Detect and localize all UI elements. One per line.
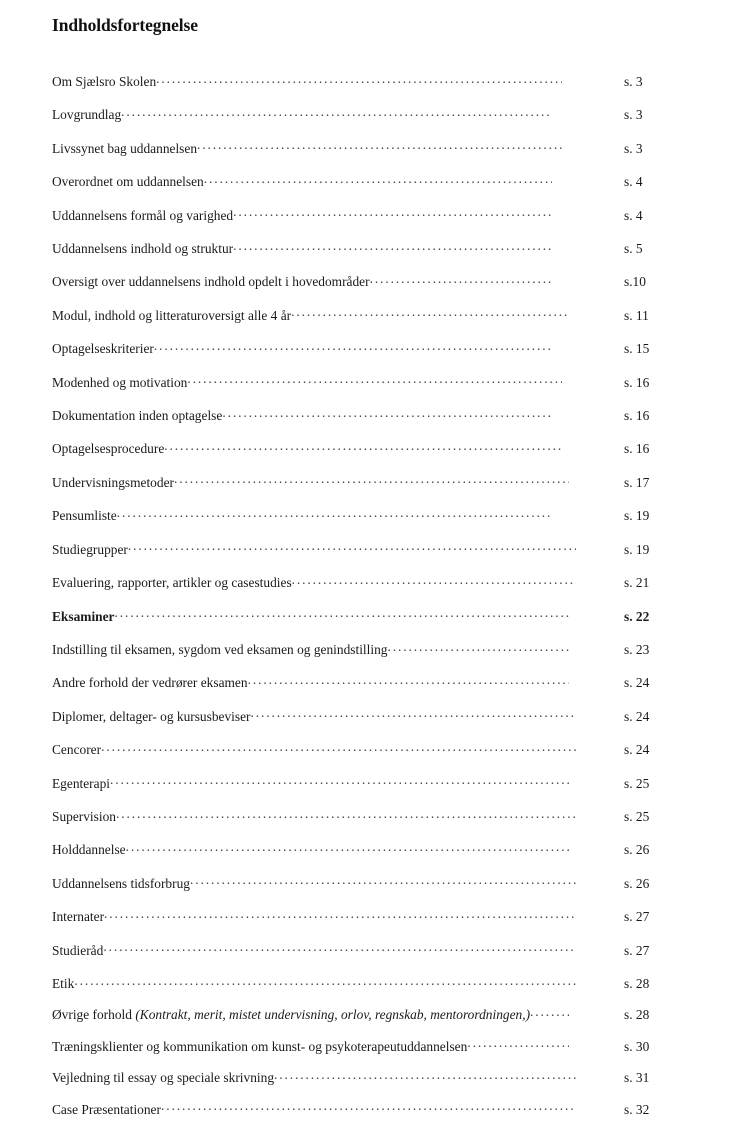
toc-entry-page-number: s. 4 (624, 174, 643, 190)
toc-entry[interactable] (52, 1068, 682, 1084)
table-of-contents (52, 72, 682, 1131)
toc-entry[interactable] (52, 105, 682, 121)
toc-entry-page-number: s. 27 (624, 909, 650, 925)
dot-leader (204, 172, 552, 186)
toc-entry-title: Oversigt over uddannelsens indhold opdelt i hovedområder (52, 274, 370, 290)
toc-entry[interactable] (52, 774, 682, 790)
toc-entry-title: Modenhed og motivation (52, 374, 188, 390)
dot-leader (530, 1005, 569, 1019)
toc-entry[interactable] (52, 840, 682, 856)
toc-entry[interactable] (52, 1100, 682, 1116)
dot-leader (387, 640, 569, 654)
toc-entry-title: Internater (52, 909, 105, 925)
dot-leader (222, 406, 552, 420)
toc-entry-title: Egenterapi (52, 775, 110, 791)
toc-entry-title: Etik (52, 975, 75, 991)
toc-entry[interactable] (52, 439, 682, 455)
toc-entry-page-number: s. 31 (624, 1070, 650, 1086)
toc-entry-page-number: s. 5 (624, 241, 643, 257)
toc-entry-title: Optagelseskriterier (52, 341, 154, 357)
dot-leader (128, 540, 576, 554)
toc-entry-page-number: s. 19 (624, 541, 650, 557)
toc-entry-page-number: s. 28 (624, 975, 650, 991)
toc-entry-title-text: Øvrige forhold (52, 1007, 136, 1023)
dot-leader (116, 807, 576, 821)
toc-entry-page-number: s. 19 (624, 508, 650, 524)
toc-entry-page-number: s. 24 (624, 742, 650, 758)
toc-entry-page-number: s. 32 (624, 1101, 650, 1117)
dot-leader (467, 1037, 569, 1051)
toc-entry[interactable] (52, 607, 682, 623)
dot-leader (190, 874, 576, 888)
dot-leader (126, 840, 569, 854)
toc-entry-title: Andre forhold der vedrører eksamen (52, 675, 248, 691)
toc-entry[interactable] (52, 139, 682, 155)
toc-entry-title: Cencorer (52, 742, 102, 758)
toc-entry-page-number: s. 26 (624, 842, 650, 858)
page-title: Indholdsfortegnelse (52, 15, 198, 35)
dot-leader (248, 673, 569, 687)
toc-entry-title: Evaluering, rapporter, artikler og casestudies (52, 575, 292, 591)
toc-entry[interactable] (52, 540, 682, 556)
toc-entry-title-note: (Kontrakt, merit, mistet undervisning, orlov, regnskab, mentorordningen,) (135, 1007, 531, 1023)
toc-entry-page-number: s. 3 (624, 107, 643, 123)
toc-entry[interactable] (52, 172, 682, 188)
toc-entry-page-number: s. 28 (624, 1007, 650, 1023)
dot-leader (274, 1068, 576, 1082)
toc-entry-page-number: s. 3 (624, 74, 643, 89)
toc-entry[interactable] (52, 506, 682, 522)
dot-leader (104, 907, 576, 921)
toc-entry-page-number: s. 22 (624, 608, 650, 624)
dot-leader (291, 306, 569, 320)
toc-entry-title: Uddannelsens tidsforbrug (52, 875, 190, 891)
toc-entry-title: Undervisningsmetoder (52, 474, 174, 490)
toc-entry-title: Studieråd (52, 942, 104, 958)
toc-entry-page-number: s. 17 (624, 474, 650, 490)
toc-entry-title: Indstilling til eksamen, sygdom ved eksamen og genindstilling (52, 641, 388, 657)
toc-entry[interactable] (52, 941, 682, 957)
dot-leader (251, 707, 576, 721)
toc-entry-page-number: s. 16 (624, 408, 650, 424)
toc-entry-title: Case Præsentationer (52, 1101, 161, 1117)
dot-leader (121, 105, 552, 119)
dot-leader (174, 473, 569, 487)
toc-entry-title: Livssynet bag uddannelsen (52, 140, 198, 156)
toc-entry[interactable] (52, 673, 682, 689)
toc-entry[interactable] (52, 807, 682, 823)
toc-entry-page-number: s. 3 (624, 140, 643, 156)
dot-leader (154, 339, 552, 353)
toc-entry-title: Lovgrundlag (52, 107, 122, 123)
toc-entry[interactable] (52, 1005, 682, 1021)
toc-entry-page-number: s. 25 (624, 775, 650, 791)
toc-entry[interactable] (52, 573, 682, 589)
dot-leader (161, 1100, 576, 1114)
toc-entry-title: Dokumentation inden optagelse (52, 408, 223, 424)
toc-entry-title: Eksaminer (52, 608, 115, 624)
toc-entry-page-number: s. 16 (624, 441, 650, 457)
toc-entry-title: Træningsklienter og kommunikation om kunst- og psykoterapeutuddannelsen (52, 1038, 468, 1054)
dot-leader (187, 373, 562, 387)
toc-entry[interactable] (52, 339, 682, 355)
toc-entry[interactable] (52, 239, 682, 255)
toc-entry-title: Pensumliste (52, 508, 117, 524)
toc-entry[interactable] (52, 406, 682, 422)
toc-entry[interactable] (52, 640, 682, 656)
toc-entry-title: Holddannelse (52, 842, 126, 858)
toc-entry-title: Uddannelsens formål og varighed (52, 207, 234, 223)
toc-entry-title: Supervision (52, 808, 116, 824)
toc-entry-title: Uddannelsens indhold og struktur (52, 241, 234, 257)
dot-leader (292, 573, 576, 587)
toc-entry[interactable] (52, 707, 682, 723)
toc-entry[interactable] (52, 373, 682, 389)
toc-entry-page-number: s. 27 (624, 942, 650, 958)
toc-entry[interactable] (52, 974, 682, 990)
toc-entry-title: Vejledning til essay og speciale skrivning (52, 1070, 275, 1086)
toc-entry-title: Modul, indhold og litteraturoversigt alle 4 år (52, 307, 292, 323)
toc-entry-page-number: s. 24 (624, 708, 650, 724)
toc-entry-page-number: s.10 (624, 274, 646, 290)
toc-entry-page-number: s. 16 (624, 374, 650, 390)
toc-entry[interactable] (52, 740, 682, 756)
toc-entry-title (52, 1008, 530, 1021)
toc-entry-page-number: s. 11 (624, 307, 649, 323)
toc-entry[interactable] (52, 1037, 682, 1053)
dot-leader (117, 506, 552, 520)
toc-entry-page-number: s. 4 (624, 207, 643, 223)
toc-entry-title: Studiegrupper (52, 541, 128, 557)
dot-leader (156, 72, 562, 86)
dot-leader (370, 272, 552, 286)
toc-entry-title: Om Sjælsro Skolen (52, 74, 157, 89)
toc-entry[interactable] (52, 907, 682, 923)
toc-entry-page-number: s. 23 (624, 641, 650, 657)
toc-entry-page-number: s. 30 (624, 1038, 650, 1054)
toc-entry-title: Optagelsesprocedure (52, 441, 165, 457)
dot-leader (233, 206, 552, 220)
dot-leader (101, 740, 576, 754)
dot-leader (233, 239, 552, 253)
toc-entry[interactable] (52, 272, 682, 288)
toc-entry-title: Overordnet om uddannelsen (52, 174, 204, 190)
toc-entry-page-number: s. 21 (624, 575, 650, 591)
toc-entry[interactable] (52, 206, 682, 222)
dot-leader (164, 439, 562, 453)
toc-entry-page-number: s. 26 (624, 875, 650, 891)
toc-entry[interactable] (52, 72, 682, 88)
toc-entry-page-number: s. 15 (624, 341, 650, 357)
dot-leader (110, 774, 569, 788)
dot-leader (115, 607, 570, 621)
toc-entry[interactable] (52, 473, 682, 489)
toc-entry-page-number: s. 25 (624, 808, 650, 824)
dot-leader (197, 139, 562, 153)
toc-entry-title: Diplomer, deltager- og kursusbeviser (52, 708, 251, 724)
dot-leader (103, 941, 576, 955)
dot-leader (74, 974, 576, 988)
toc-entry[interactable] (52, 874, 682, 890)
toc-entry-page-number: s. 24 (624, 675, 650, 691)
toc-entry[interactable] (52, 306, 682, 322)
